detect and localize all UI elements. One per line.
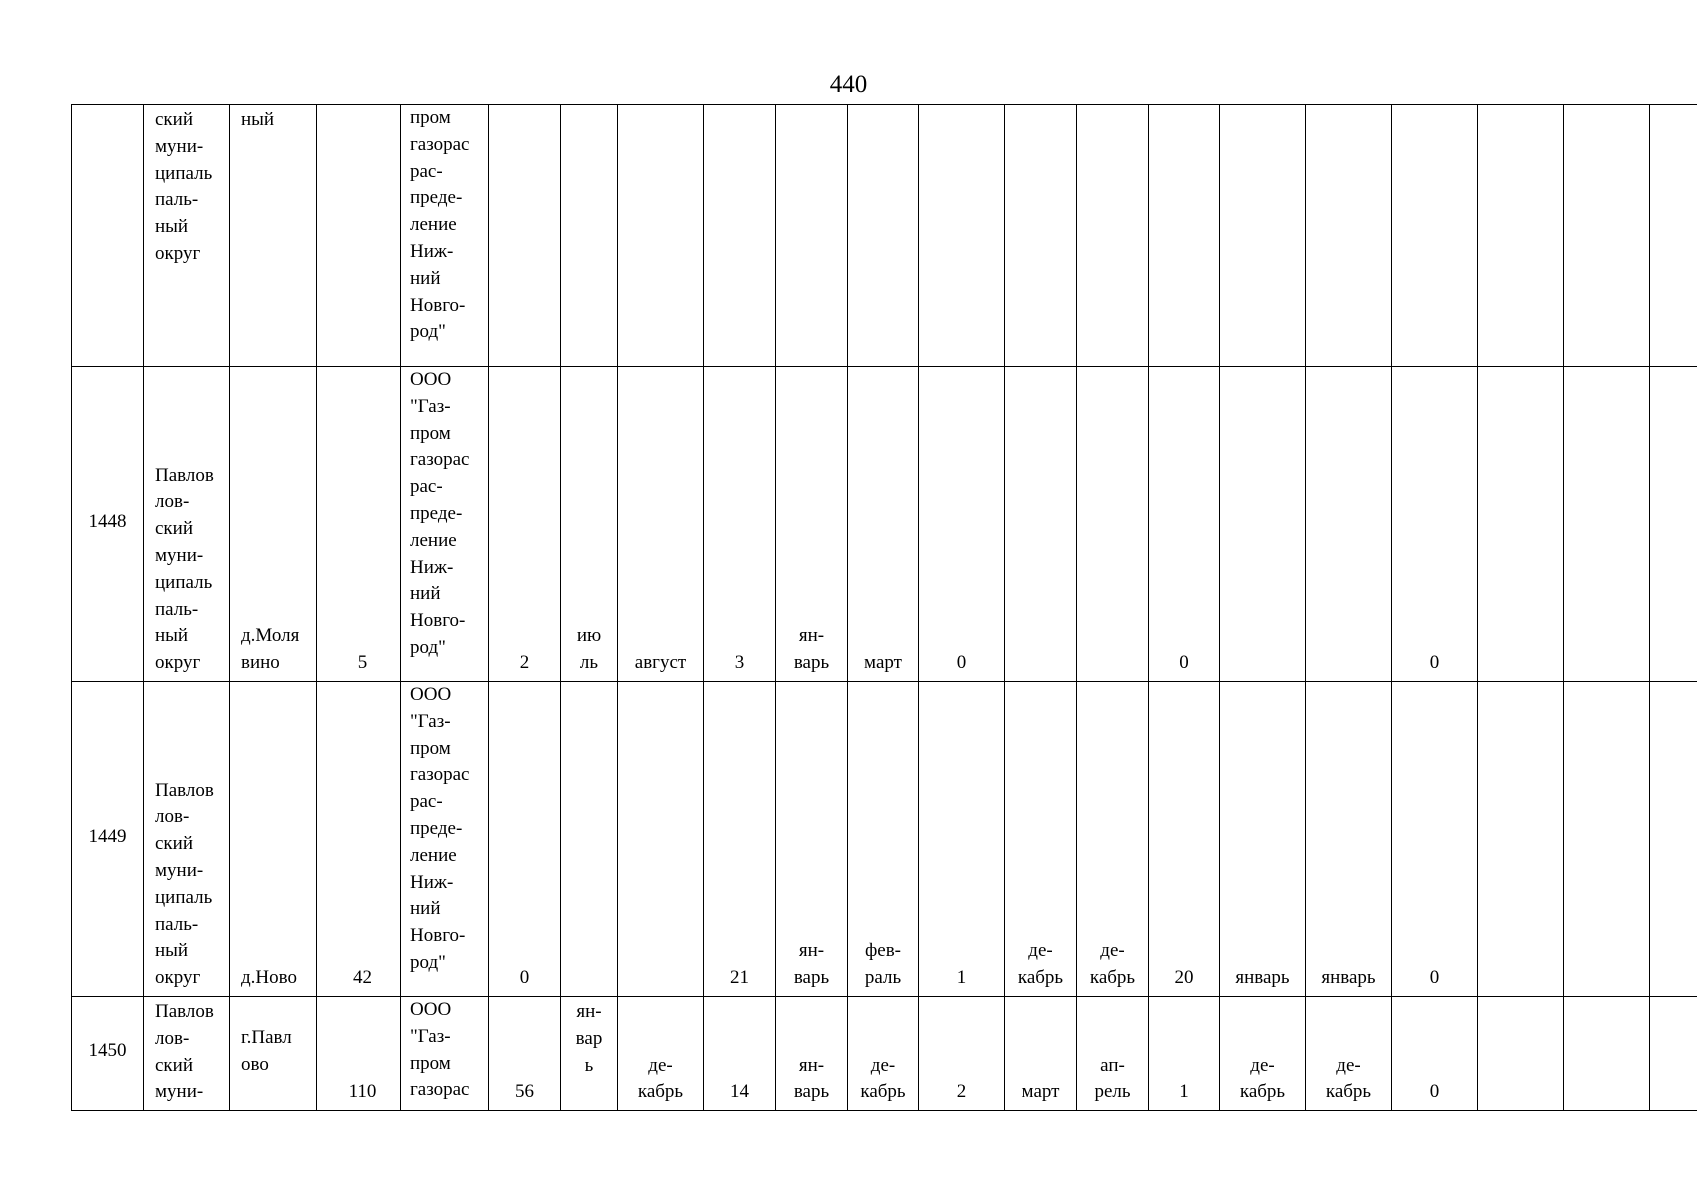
cell-data: 1 [919, 682, 1005, 997]
cell-data [1005, 367, 1077, 682]
cell-data: ап- рель [1077, 997, 1149, 1111]
cell-data [1564, 997, 1650, 1111]
cell-data [1564, 367, 1650, 682]
cell-municipality: ский муни- ципаль паль- ный округ [144, 105, 230, 367]
cell-data [848, 105, 919, 367]
cell-data: 14 [704, 997, 776, 1111]
cell-organization: ООО "Газ- пром газорас рас- преде- ление Ниж- ний Новго- род" [401, 367, 489, 682]
cell-data [1220, 367, 1306, 682]
cell-data [704, 105, 776, 367]
cell-data: ян- варь [776, 367, 848, 682]
cell-data: 0 [1149, 367, 1220, 682]
cell-data [1077, 367, 1149, 682]
cell-settlement: ный [230, 105, 317, 367]
cell-data [1392, 105, 1478, 367]
cell-data: 56 [489, 997, 561, 1111]
cell-settlement: д.Моля вино [230, 367, 317, 682]
cell-data [1306, 105, 1392, 367]
page-number: 440 [829, 71, 868, 98]
cell-count [317, 105, 401, 367]
cell-data [1478, 367, 1564, 682]
cell-settlement: д.Ново [230, 682, 317, 997]
cell-data: март [1005, 997, 1077, 1111]
cell-data: 20 [1149, 682, 1220, 997]
cell-municipality: Павлов лов- ский муни- ципаль паль- ный округ [144, 682, 230, 997]
cell-data [561, 105, 618, 367]
cell-data [1220, 105, 1306, 367]
cell-data: январь [1220, 682, 1306, 997]
cell-organization: ООО "Газ- пром газорас рас- преде- ление Ниж- ний Новго- род" [401, 682, 489, 997]
cell-data: ян- варь [776, 997, 848, 1111]
cell-data: август [618, 367, 704, 682]
cell-data: март [848, 367, 919, 682]
cell-data [1564, 682, 1650, 997]
cell-count: 110 [317, 997, 401, 1111]
cell-row-number: 1449 [72, 682, 144, 997]
cell-data: 0 [1392, 997, 1478, 1111]
cell-data: фев- раль [848, 682, 919, 997]
cell-data: де- кабрь [1306, 997, 1392, 1111]
cell-data: де- кабрь [1005, 682, 1077, 997]
cell-data: де- кабрь [618, 997, 704, 1111]
cell-row-number: 1448 [72, 367, 144, 682]
cell-data: 21 [704, 682, 776, 997]
cell-data: де- кабрь [1220, 997, 1306, 1111]
cell-data: 2 [919, 997, 1005, 1111]
cell-data [919, 105, 1005, 367]
cell-data: де- кабрь [1077, 682, 1149, 997]
cell-count: 5 [317, 367, 401, 682]
cell-data [1306, 367, 1392, 682]
cell-data: 1 [1149, 997, 1220, 1111]
table-row [72, 997, 1697, 1111]
cell-data [1478, 105, 1564, 367]
cell-data [489, 105, 561, 367]
cell-data: ию ль [561, 367, 618, 682]
cell-data [1650, 682, 1697, 997]
cell-organization: ООО "Газ- пром газорас [401, 997, 489, 1111]
cell-data: 3 [704, 367, 776, 682]
cell-organization: пром газорас рас- преде- ление Ниж- ний Новго- род" [401, 105, 489, 367]
cell-data [561, 682, 618, 997]
cell-data [1005, 105, 1077, 367]
data-table [71, 104, 1697, 1111]
cell-data [1650, 105, 1697, 367]
cell-data [618, 105, 704, 367]
table-row [72, 682, 1697, 997]
cell-data [1650, 367, 1697, 682]
cell-count: 42 [317, 682, 401, 997]
cell-data: ян- варь [776, 682, 848, 997]
cell-data: ян- вар ь [561, 997, 618, 1111]
cell-settlement: г.Павл ово [230, 997, 317, 1111]
cell-data [1077, 105, 1149, 367]
cell-municipality: Павлов лов- ский муни- ципаль паль- ный округ [144, 367, 230, 682]
cell-row-number [72, 105, 144, 367]
cell-data: январь [1306, 682, 1392, 997]
cell-municipality: Павлов лов- ский муни- [144, 997, 230, 1111]
table-row [72, 105, 1697, 367]
cell-data [1149, 105, 1220, 367]
cell-data [1564, 105, 1650, 367]
cell-data [1478, 997, 1564, 1111]
cell-data [1650, 997, 1697, 1111]
cell-data: 2 [489, 367, 561, 682]
cell-row-number: 1450 [72, 997, 144, 1111]
cell-data: 0 [919, 367, 1005, 682]
cell-data: 0 [1392, 367, 1478, 682]
table-row [72, 367, 1697, 682]
cell-data: де- кабрь [848, 997, 919, 1111]
cell-data [1478, 682, 1564, 997]
cell-data: 0 [1392, 682, 1478, 997]
cell-data: 0 [489, 682, 561, 997]
cell-data [618, 682, 704, 997]
cell-data [776, 105, 848, 367]
